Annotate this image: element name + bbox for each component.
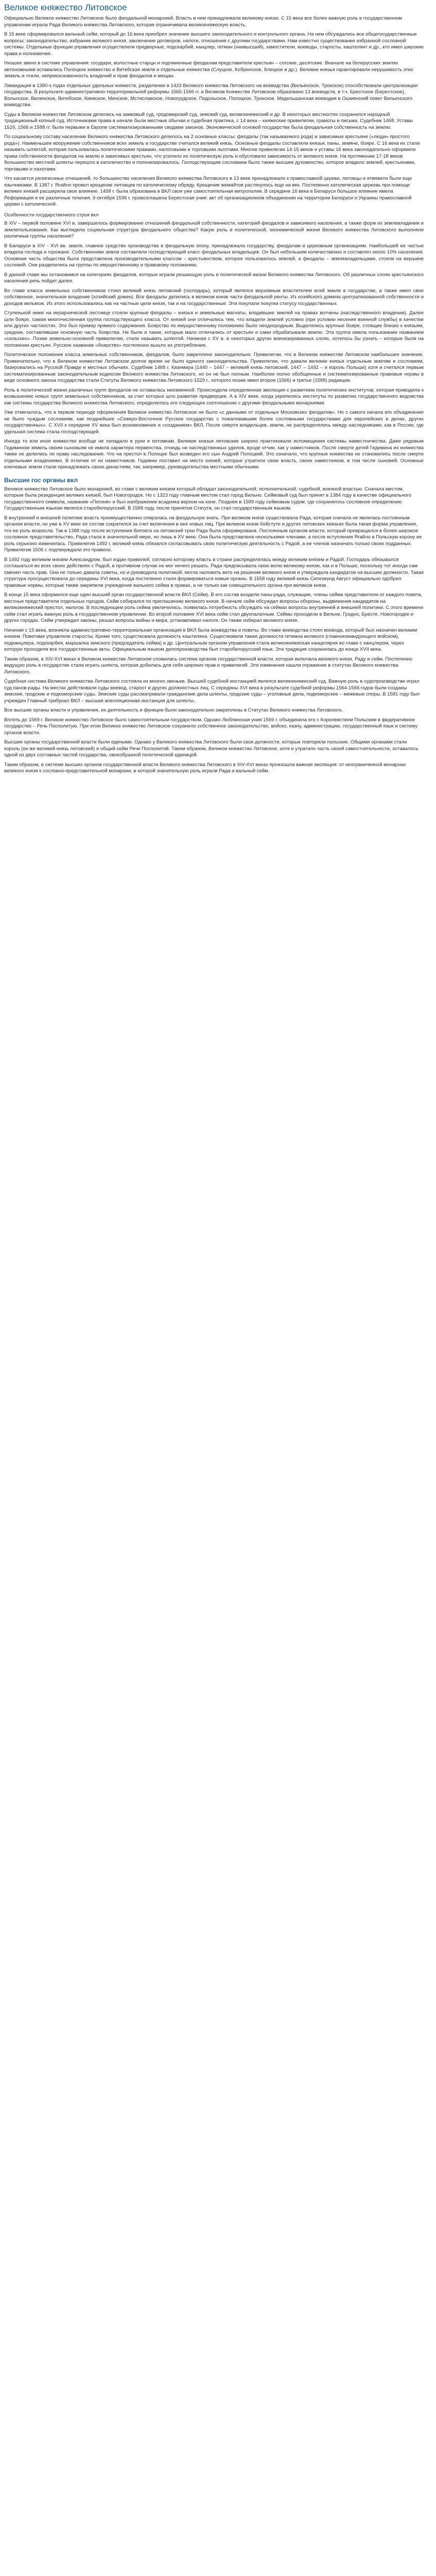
paragraph: Низшее звено в системе управления: государи, волостные старцы и подчиненные феодалам представители крестьян – сотские, десятские. Вначале на белорусских землях автономными оставались Полоцкое княжество и Витебская земля и отдельные княжества (Слуцкое, Кобринское, Клецкое и др.). Великие князья гарантировали нерушимость этих земель и чтили, неприкосновенность владений и прав феодалов и мещан. xyxy=(4,60,413,79)
section-1-body xyxy=(4,221,424,471)
paragraph: По социальному составу население Великого княжества Литовского делилось на 2 основные классы: феодалы (так называемого рода) и зависимые крестьяне («люди» простого рода»). Наименьшее вооружение собственников всех земель в государстве считался великий князь. Основные феодалы составляли князья, паны, земяне, бояре. С 16 века их стали называть шляхтой, которая пользовалась политическими правами, налоговыми и торговыми льготами. Многие привилегии 14-15 веков и уставы 16 века законодательно оформили права собственности феодалов на землю и зависимых крестьян, что усилило их политическую роль и обусловило зависимость от великого князя. На протяжении 17-18 веков большинство местной шляхты перешло в католичество и полонизировалось. Господствующим сословием было также высшее духовенство, которое владело землей, крестьянами, торговыми и пахотами. xyxy=(4,134,420,172)
paragraph: Великое княжество Литовское было монархией, во главе с великим князем который обладал законодательной, исполнительной, судебной, военной властью. Сначала местом, которым была резиденция великих князей, был Новогородок. Но с 1323 году главным местом стал город Вильно. Сеймовый суд был принят в 1384 году в качестве официального государственного символа, название «Погоня» и был изображение всадника верхом на коне. Позднее в 1589 году сеймовым судом, где сохранялось сословное определение. Государственным языком являлся старобелорусский. В 1588 году, после принятия Статута, он стал государственным языком. xyxy=(4,486,412,511)
paragraph: Таким образом, в XIV-XVI веках в Великом княжестве Литовском сложилась система органов государственной власти, которая включала великого князя, Раду и сейм. Постепенно ведущую роль в государстве стала играть шляхта, которая добилась для себя широких прав и привилегий. Эти изменения нашли отражение в статутах Великого княжества Литовского. xyxy=(4,656,413,675)
article xyxy=(0,2,428,784)
paragraph: Судебная система Великого княжества Литовского состояла из многих звеньев. Высшей судебной инстанцией являлся великокняжеский суд. Важную роль в судопроизводстве играл суд панов-рады. На местах действовали суды воевод, старост и других должностных лиц. С середины XVI века в результате судебной реформы 1564-1566 годов были созданы земские, гродские и подкоморские суды. Земские суды рассматривали гражданские дела шляхты, гродские суды – уголовные дела, подкоморские – межевые споры. В 1581 году был учрежден Главный трибунал ВКЛ – высшая апелляционная инстанция для шляхты. xyxy=(4,679,420,704)
paragraph: Высшие органы государственной власти были едиными. Однако у Великого княжества Литовского были свои должности, которые повторяли польские. Общими органами стали король (он же великий князь литовский) и общий сейм Речи Посполитой. Таким образом, Великое княжество Литовское, хотя и утратило часть своей самостоятельности, оставалось одной из двух составных частей государства, своеобразной политической единицей. xyxy=(4,739,418,758)
subsection-heading: Особенности государственного строя вкл xyxy=(4,212,99,218)
paragraph: Что касается религиозных отношений, то большинство населения Великого княжества Литовского в 13 веке принадлежало к православной церкви, литовцы и ятвяжети были еще язычниками. В 1387 г. Ягайло провел крещение литовцев по католическому обряду. Крещение жемайтов растянулось еще на век. Постепенно католическая церковь при помощи великих князей расширяла свое влияние. 1458 г. была образована в ВКЛ своя уже самостоятельная митрополия. В середине 16 века в Беларуси большое влияние имела Реформация и ее различные течения. 9 октября 1596 г. провозглашена Берестская уния: акт об организационном объединении на территории Беларуси и Украины православной церкви с католической. xyxy=(4,176,412,207)
section-title: Высшие гос органы вкл xyxy=(4,476,78,484)
paragraph: В 15 веке сформировался вальный сейм, который до 16 века приобрел значение высшего законодательного и контрольного органа. На нем обсуждались все общегосударственные вопросы: законодательство, избрание великого князя, заключение договоров, налоги, отношения с другими государствами. Нам известно существование избранной сословной системы. Отдельные функции управления осуществляли придворные, подскарбий, канцлер, гетман (наивысший), замостители, воеводы, старосты, каштелянт и др., кто имел широкие права и полномочия. xyxy=(4,31,424,57)
paragraph: Политическое положение класса земельных собственников, феодалов, было закреплено законодательно. Привилегии, что в Великом княжестве Литовском наибольшее значение. Примечательно, что в Великом княжестве Литовском долгое время не было единого законодательства. Привилегии, что давали великие князья отдельным землям и сословиям, базировались на Русской Правде и местных обычаях. Судебник 1468 г. Казимира (1440 – 1447 – великий князь литовский, 1447 – 1492 – и король Польши) хотя и считался первым систематизированным законодательным кодексом Великого княжества Литовского, но он не был полным. Наиболее полно обобщенные и систематизированные правовые нормы в виде основного закона государства стали Статуты Великого княжества Литовского 1529 г., которого позже имел второе (1566) и третье (1588) редакции. xyxy=(4,352,424,383)
section-2-body xyxy=(4,486,424,775)
paragraph: Ликвидация в 1390-х годах отдельных удельных княжеств, разделение в 1423 Великого княжества Литовского на воеводства (Вильенское, Трокское) способствовали централизации государства. В результате административно-территориальной реформы 1565-1566 гг. в Великом Княжестве Литовском образовано 13 воеводств, в т.ч. Брестское (Берестское), Вольнское, Виленское, Витебское, Киевское, Минское, Мстиславское, Новогрудское, Подольское, Полоцкое, Трокское. Медельшанская воеводия в Ошмянский повет Вильенского воеводства. xyxy=(4,82,418,108)
paragraph: Иногда то или иное княжество вообще не попадало в руки и потомкам. Великие князья литовские широко практиковали испомещения системы наместничества. Даже рядовым Гедимином земель своим сыновьям не имела характера первенства, отнюдь не наследственных уделов, вроде отчин, как у наместников. После смерти детей Гедимина их княжества также не делились по праву наследования. Что на престол в Полоцке был возведен его сын Андрей Полоцкий. Это означало, что крупные княжества не становились после смерти отдельными владениями. В отличие от их наместников. Гедимин поставил на место князей, которые утратили свою власть, своих наместников, в том числе сыновей. Основные ключевые земли стали принадлежать своих династиям, так, например, руководительства местными обычными. xyxy=(4,438,424,470)
paragraph: Официально Великое княжество Литовское было феодальной монархией. Власть в нем принадлежала великому князю. С 15 века все более важную роль в государственном управлении играла Рада Великого княжества Литовского, которая ограничивала великокняжескую власть. xyxy=(4,15,403,28)
paragraph: Вплоть до 1569 г. Великое княжество Литовское было самостоятельным государством. Однако Люблинская уния 1569 г. объединила его с Королевством Польским в федеративное государство – Речь Посполитую. При этом Великое княжество Литовское сохранило собственное законодательство, войско, казну, администрацию, государственный язык и систему органов власти. xyxy=(4,717,418,736)
paragraph: Все высшие органы власти и управления, их деятельность и функции были законодательно закреплены в Статутах Великого княжества Литовского. xyxy=(4,707,343,713)
paragraph: Начиная с 15 века, возникла административно-территориальная организация в ВКЛ была воеводства и поветы. Во главе воеводства стоял воевода, который был назначен великим князем. Поветами управляли старосты. Кроме того, существовала должность каштеляна. Существовали также должности гетмана великого (главнокомандующего войском), подканцлера, подскарбия, маршалка земского (председатель сейма) и др. Центральным органом управления стала великокняжеская канцелярия во главе с канцлером, через которую проходили все государственные акты. Официальным языком делопроизводства был старобелорусский язык. Эта традиция сохранилась до конца XVII века. xyxy=(4,627,417,652)
paragraph: В XIV – первой половине XVI в. завершилось формирование отношений феодальной собственности, категорий феодалов и зависимого населения, а также форм их землевладения и землепользования. Как выглядела социальная структура феодального общества? Какую роль в политической, экономической жизни Великого княжества Литовского выполняли различные группы населения? xyxy=(4,221,424,239)
paragraph: Роль в политической жизни различных групп феодалов не оставалась неизменной. Происходила определенная эволюция с развитием политических институтов, которая приводила к возвышению новых групп земельных собственников, за счет которых шло развитие придворцев. А в XIV веке, когда укрепились институты по развитию государственного ведомства как системы государства Великого княжества Литовского, определялось его следующее соотношение с другими феодальными монархиями. xyxy=(4,387,424,406)
paragraph: В конце 15 века оформился еще один высший орган государственной власти ВКЛ (Сейм). В его состав входили паны-рада, служащие, члены сейма представители от каждого повета, местные представители отдельных городов. Сейм собирался по приглашению великого князя. В начале сейм обсуждал вопросы обороны, выдвижения кандидатов на великокняжеский престол, налогов. В последующем роль сейма увеличилась, появилась потребность обсуждать на сеймах вопросы внутренней и внешней политики. С этого времени сейм стал играть важную роль в государственном управлении. Во второй половине XVI века сейм стал двухпалатным. Сеймы проходили в Вильне, Гродно, Бресте, Новогородке и других городах. Сейм утверждал законы, решал вопросы войны и мира, устанавливал налоги. Он также избирал великого князя. xyxy=(4,592,424,623)
paragraph: Уже отмечалось, что в первом периоде оформления Великое княжество Литовское не было «с данными от отдельных Московских феодалов». Но с самого начала его объединение не было чуждым сословиям, как позднейшее «Северо-Восточное Русское государство с пожаловавшим более сословными государствами для европейских в делах, других государственных». С XVII к середине XV века был возникновение и «созданием» ВКЛ. После смерти владельцев, земли, не распределялись между наследниками, как в России, где удельная система стала господствующей. xyxy=(4,410,424,435)
paragraph: Таким образом, в системе высших органов государственной власти Великого княжества Литовского в XIV-XVI веках произошла важная эволюция: от неограниченной монархии великого князя к сословно-представительной монархии, в которой значительную роль играли Рада и вальный сейм. xyxy=(4,761,406,774)
paragraph: Ступенькой ниже на иерархической лестнице стояли крупные феодалы – князья и земельные магнаты, владевшие землей на правах вотчины (наследственного владения). Далее шли бояре, самая многочисленная группа господствующего класса. От князей они отличались тем, что владели землей условно (при условии несения военной службы) в качестве или других частностях. Это был пример прямого содержания. Боярство по имущественному положению было неоднородным. Выделялись крупные бояре, стоящие близко к князьям, средние, составлявшие основную часть боярства. Не были и такие, которые мало отличались от крестьян и сами обрабатывали землю. Эта группа имела пользование названием «сельских». Позже земельно-основной привилегию, стали называть шляхтой. Начиная с XV в. в некоторых других военизированных слоях, хотелось бы узнать – которые были на положении крестьян. Русское название «боярство» постепенно вышло из употребления. xyxy=(4,310,424,348)
paragraph: В внутренней и внешней политике власть преимущественно опиралась на феодальную знать. При великом князе существовала Рада, которая сначала не являлась постоянным органом власти, но уже в XV веке ее состав сократился за счет включения в нее новых лиц. При великом князе Кейстуте и других литовских князьях была такая форма управления, что ее роль возросла. Так в 1388 году после вступления Витовта на литовский трон Рада была сформирована. Постоянным органом власти, который превращался в более широкое сословное представительство, Рада стала в значительной мере, но лишь в XV веке. Она была представлена несколькими членами, а после вступления Ягайло в Польскую корону ее роль серьезно изменилась. Привилегия 1492 г. великий князь обязался согласовывать свою политическую деятельность с Радой, а ее членов назначать только своих подданных. Привилегии 1506 г. подтверждали это правило. xyxy=(4,515,422,553)
paragraph: Во главе класса земельных собственников стоял великий князь литовский (господарь), который являлся верховным властителем всей земли в государстве, а также имел свое собственное, значительное владение (хозяйский домен). Все феодалы делились в великом князе части феодальной ренты. Из хозяйского домена централизованной собственности и доходов вельмож. Из этого использовались как на частные цели князя, так и на государственные. Эти покупали покупки статусу государственных. xyxy=(4,287,424,307)
article-title: Великое княжество Литовское xyxy=(4,3,127,12)
section-1-intro xyxy=(4,15,424,208)
paragraph: Суды в Великом княжестве Литовском делились на замковый суд, гродомирский суд, земский суд, великокняжеский и др. В некоторых местностях сохранился народный традиционный копный суд. Источниками права в начале были местные обычаи и судебная практика, с 14 века – княжеские привилегии, грамоты и письма. Судебник 1468. Уставы 1529, 1566 и 1588 гг. были первыми в Европе систематизированными сводами законов. Экономической основой государства была феодальная собственность на землю. xyxy=(4,111,413,130)
paragraph: В 1492 году великим князем Александром, был издан привилей, согласно которому власть в стране распределялась между великим князем и Радой. Господарь обязывался соглашаться во всех своих действиях с Радой, в противном случае не мог ничего решать. Рада предписывала свою волю великому князю, как и в Польше, поскольку тот иногда сам сменял часть прав. Она не только давала советы, но и руководила политикой, могла наложить вето на решения великого князя и утверждала кандидатов на высшие должности. Такая структура просуществовала до середины XVI века, когда постепенно стали формироваться новые органы. В 1558 году великий князь Сигизмунд Август официально одобрил правовые нормы, которые также закрепили учреждение вального сейма в правах, а не только как совещательного органа при великом князе. xyxy=(4,556,424,588)
paragraph: В Беларуси в XIV - XVI вв. земля, главное средство производства в феодальную эпоху, принадлежала государству, феодалам и церковным организациям. Наибольшей ее частью владела господа и горожане. Собственники земли составляли господствующий класс феодальных владельцев. Он был небольшим количественно и составлял около 10% населения. Основная часть общества была представлена производительными классом – крестьянством, которое пользовалось землей, а феодалы – землевладельцами, стояли на вершине сословий. Они разделились на группы по имущественному и правовому положению. xyxy=(4,243,424,268)
paragraph: В данной главе мы остановимся на категориях феодалов, которые играли решающую роль в политической жизни Великого княжества Литовского. Об различных слоях крестьянского населения речь пойдет далее. xyxy=(4,272,424,284)
